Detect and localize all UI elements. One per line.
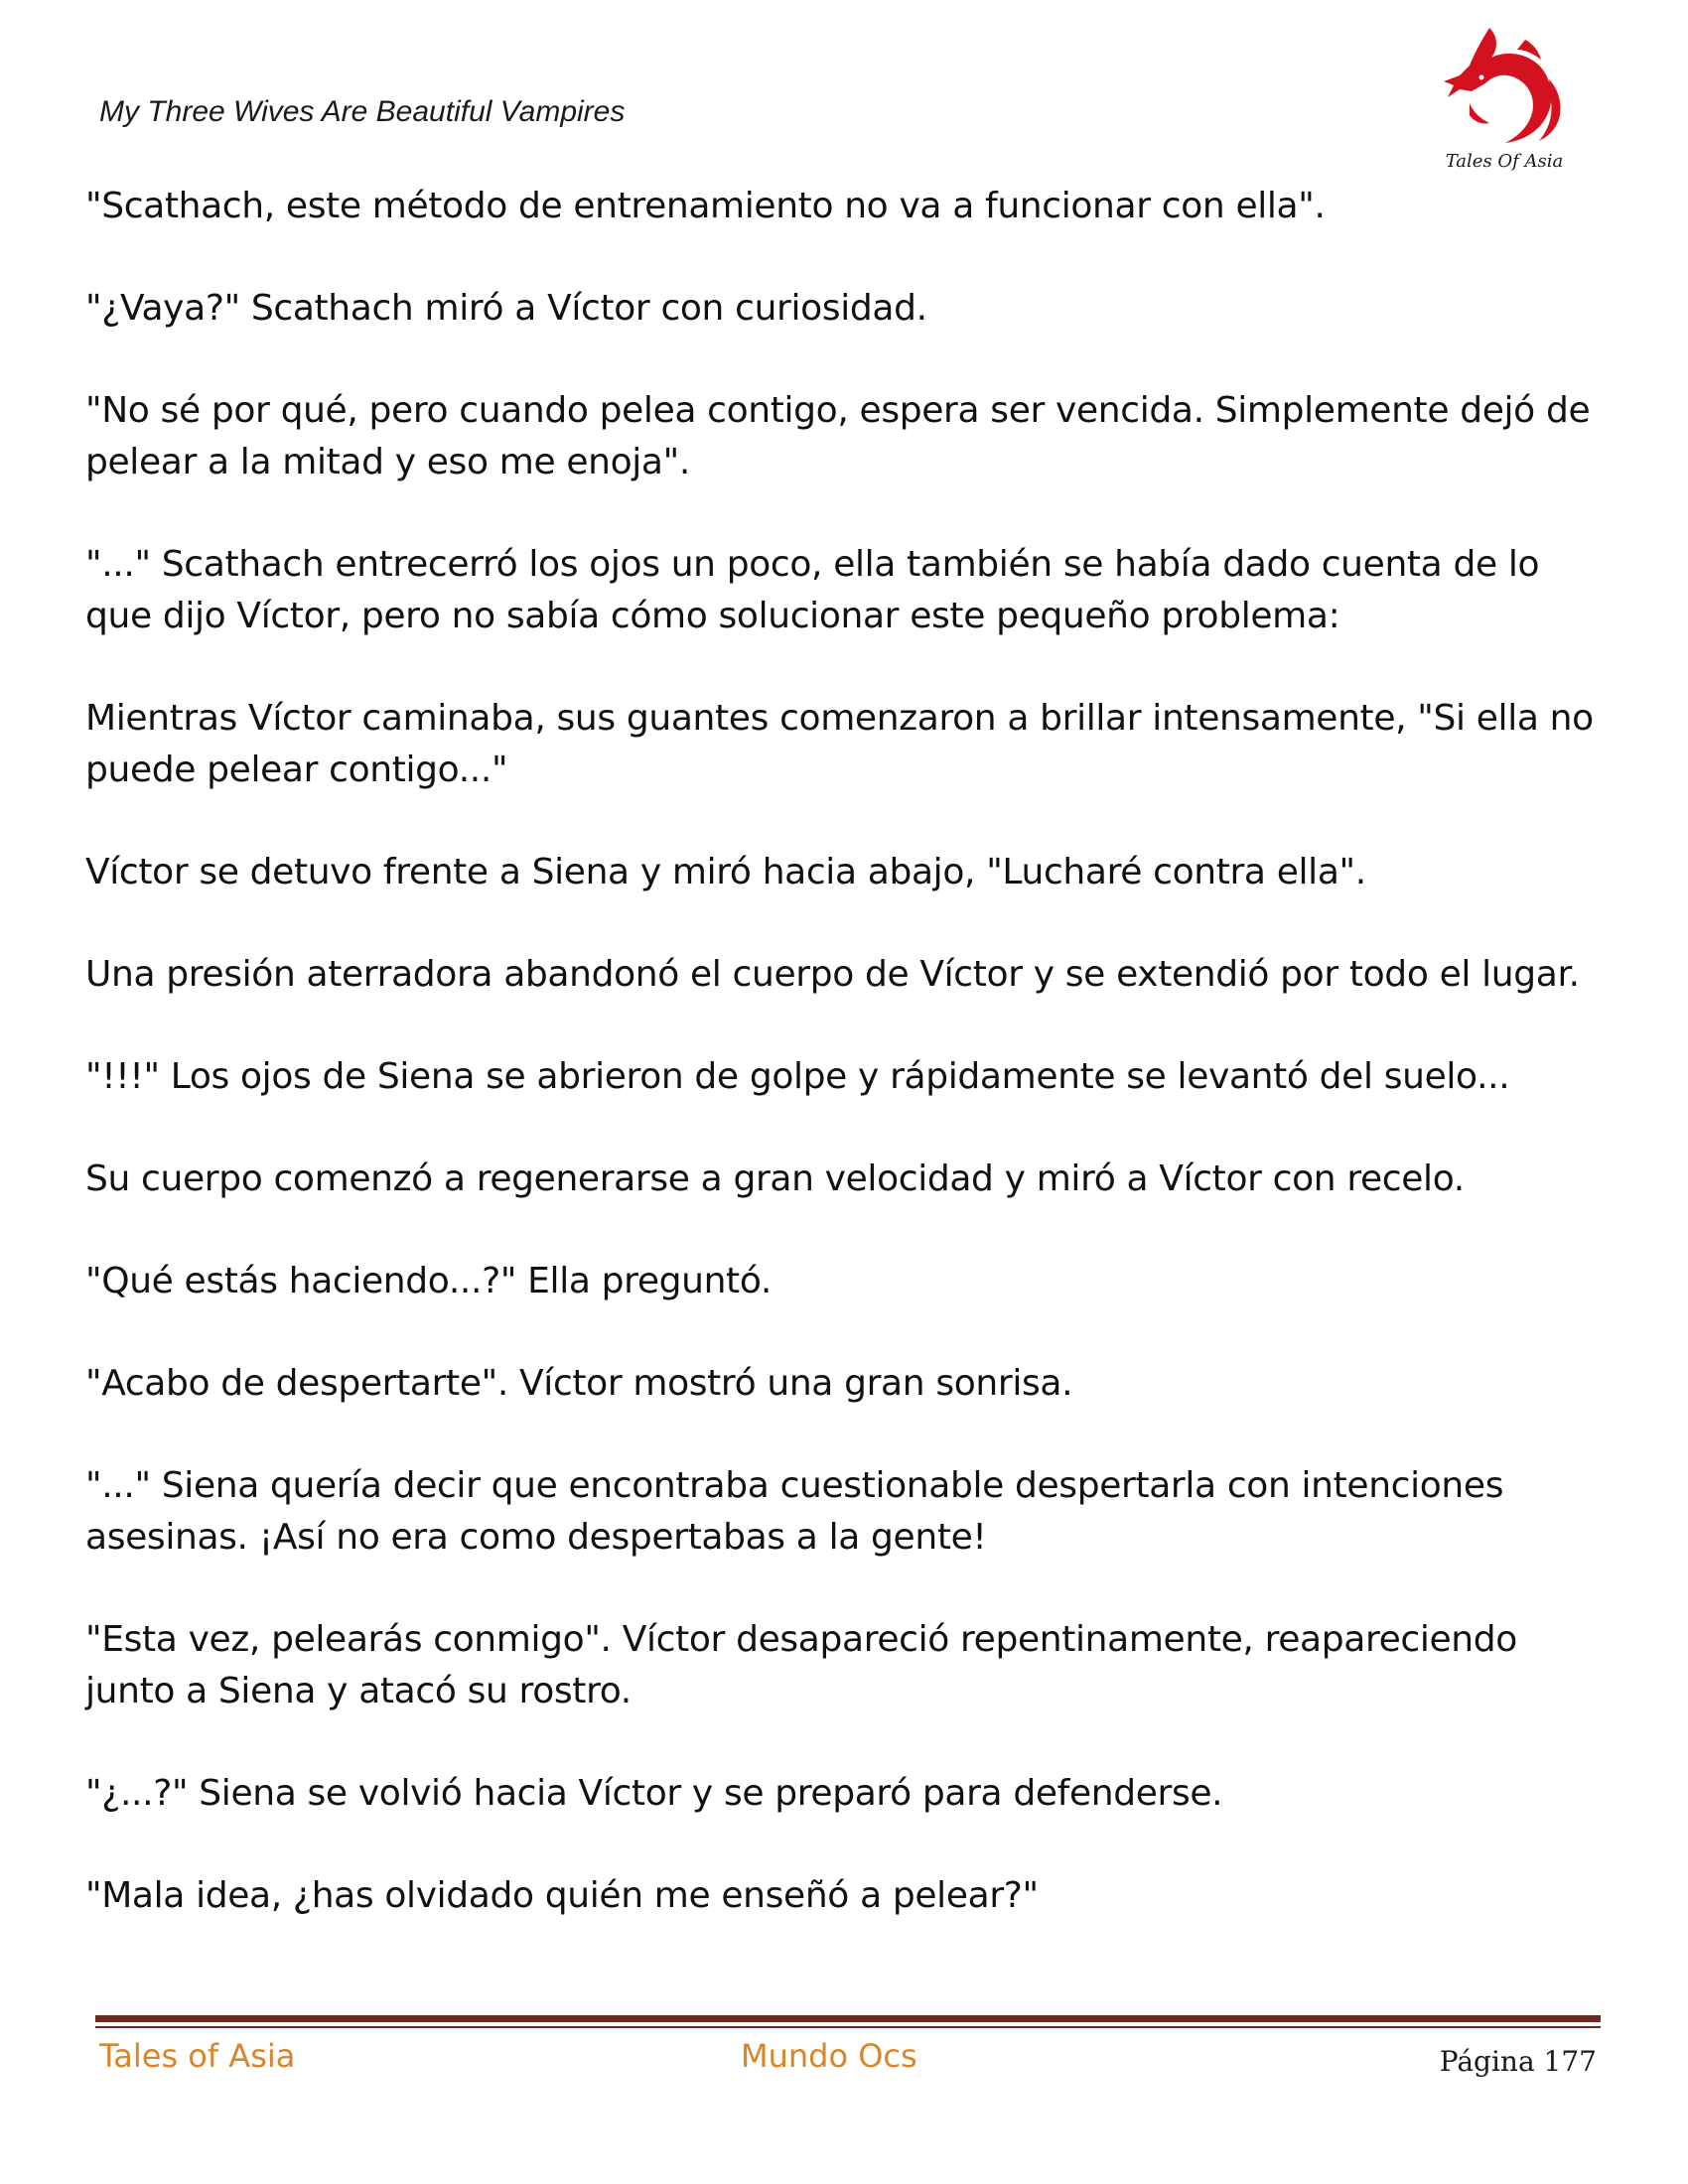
paragraph: Mientras Víctor caminaba, sus guantes comenzaron a brillar intensamente, "Si ella no puede pelear contigo..." — [85, 698, 1594, 790]
paragraph: "..." Scathach entrecerró los ojos un poco, ella también se había dado cuenta de lo que dijo Víctor, pero no sabía cómo solucionar este pequeño problema: — [85, 544, 1540, 636]
paragraph: "No sé por qué, pero cuando pelea contigo, espera ser vencida. Simplemente dejó de pelear a la mitad y eso me enoja". — [85, 390, 1591, 482]
logo-wordmark: Tales Of Asia — [1445, 151, 1564, 172]
page-number: Página 177 — [1439, 2045, 1597, 2078]
paragraph: "Mala idea, ¿has olvidado quién me enseñó a pelear?" — [85, 1875, 1039, 1916]
paragraph: "¿Vaya?" Scathach miró a Víctor con curiosidad. — [85, 288, 927, 329]
paragraph: "!!!" Los ojos de Siena se abrieron de golpe y rápidamente se levantó del suelo... — [85, 1056, 1510, 1097]
page-body — [85, 181, 1615, 1973]
paragraph: "Scathach, este método de entrenamiento no va a funcionar con ella". — [85, 186, 1326, 226]
paragraph: Víctor se detuvo frente a Siena y miró hacia abajo, "Lucharé contra ella". — [85, 852, 1366, 892]
book-title: My Three Wives Are Beautiful Vampires — [99, 95, 626, 128]
paragraph: Una presión aterradora abandonó el cuerpo de Víctor y se extendió por todo el lugar. — [85, 954, 1580, 995]
paragraph: "Qué estás haciendo...?" Ella preguntó. — [85, 1261, 772, 1301]
paragraph: "¿...?" Siena se volvió hacia Víctor y se preparó para defenderse. — [85, 1773, 1223, 1814]
paragraph: Su cuerpo comenzó a regenerarse a gran velocidad y miró a Víctor con recelo. — [85, 1159, 1465, 1199]
paragraph: "Acabo de despertarte". Víctor mostró una gran sonrisa. — [85, 1363, 1073, 1404]
footer-divider-thick — [95, 2015, 1601, 2022]
footer-divider-thin — [95, 2026, 1601, 2028]
paragraph: "..." Siena quería decir que encontraba cuestionable despertarla con intenciones asesinas. ¡Así no era como despertabas a la gente! — [85, 1465, 1504, 1558]
paragraph: "Esta vez, pelearás conmigo". Víctor desapareció repentinamente, reapareciendo junto a Siena y atacó su rostro. — [85, 1619, 1517, 1711]
footer-publisher: Tales of Asia — [99, 2037, 296, 2075]
footer-section: Mundo Ocs — [741, 2037, 917, 2075]
